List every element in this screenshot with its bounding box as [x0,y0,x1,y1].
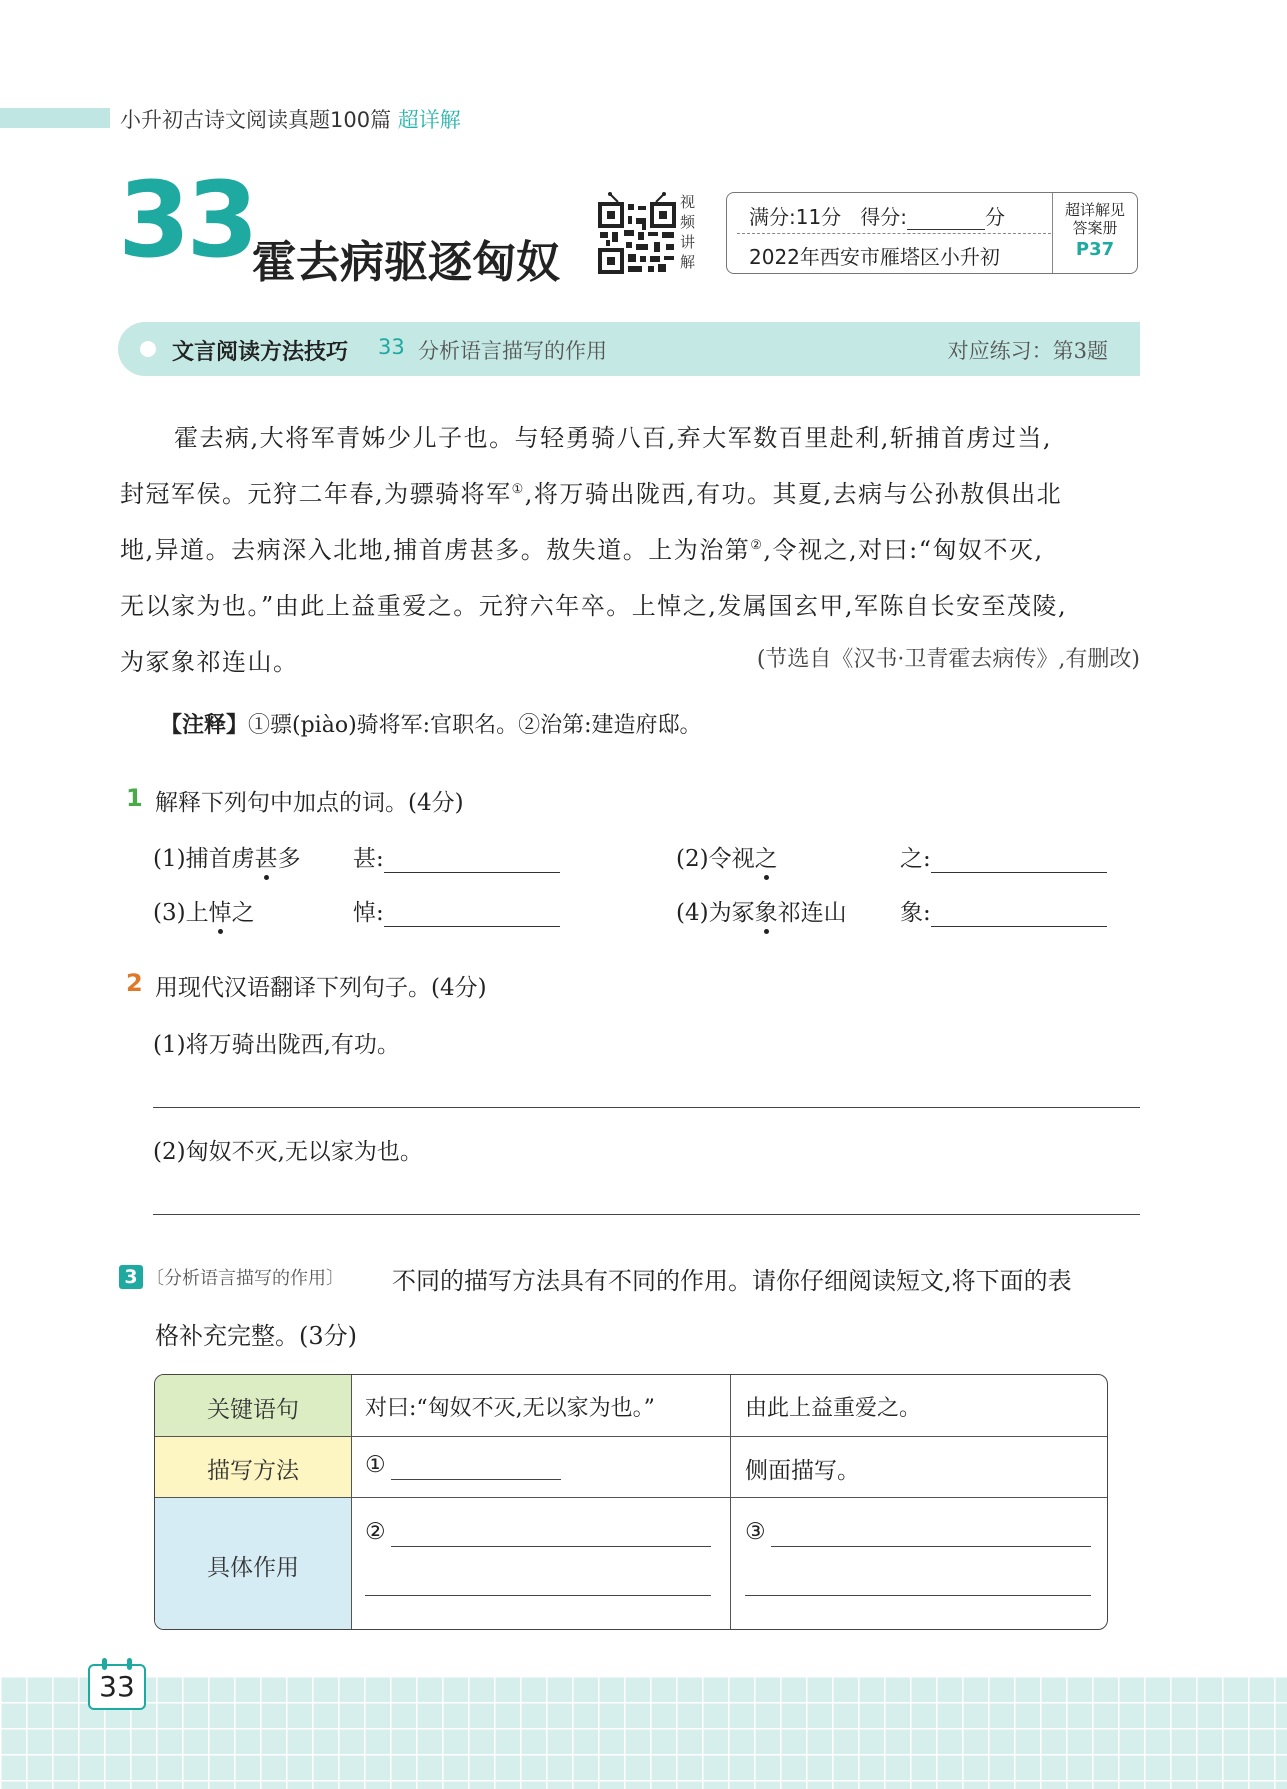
footer-grid-background [0,1676,1287,1789]
method-1-blank[interactable] [391,1453,561,1480]
q1-item-1: (1)捕首虏甚多 [153,846,301,872]
qr-code-icon[interactable] [598,192,676,274]
full-score: 满分:11分 [749,205,842,229]
calendar-ring-icon [102,1658,107,1670]
method-topic: 分析语言描写的作用 [418,339,607,363]
key-sentence-2: 由此上益重爱之。 [745,1396,922,1421]
q1-answer-1[interactable]: 甚: [353,840,560,873]
bullet-dot-icon [140,341,156,357]
q2-answer-line-1[interactable] [153,1107,1140,1108]
book-subtitle: 超详解 [397,108,461,132]
q3-prompt-line-2: 格补充完整。(3分) [155,1322,357,1350]
score-unit: 分 [985,205,1006,229]
q3-tag: 〔分析语言描写的作用〕 [146,1268,344,1289]
lesson-title: 霍去病驱逐匈奴 [252,237,560,288]
q2-prompt: 用现代汉语翻译下列句子。(4分) [155,975,487,1001]
source-exam: 2022年西安市雁塔区小升初 [749,245,1000,269]
header-accent-bar [0,108,110,128]
answer-reference: 超详解见 答案册 P37 [1052,193,1137,273]
q2-number: 2 [126,969,143,997]
method-banner [118,322,1140,376]
answer-table [154,1374,1108,1630]
notes: 【注释】①骠(piào)骑将军:官职名。②治第:建造府邸。 [160,713,702,738]
q1-item-2: (2)令视之 [676,846,778,872]
row-header-effect: 具体作用 [207,1555,299,1581]
q1-answer-2[interactable]: 之: [900,840,1107,873]
q1-answer-4[interactable]: 象: [900,894,1107,927]
passage-line-2: 封冠军侯。元狩二年春,为骠骑将军①,将万骑出陇西,有功。其夏,去病与公孙敖俱出北 [120,480,1063,508]
passage-line-4: 无以家为也。”由此上益重爱之。元狩六年卒。上悼之,发属国玄甲,军陈自长安至茂陵, [120,592,1068,620]
q2-item-2: (2)匈奴不灭,无以家为也。 [153,1139,423,1165]
q1-number: 1 [126,784,143,812]
note-marker: ② [750,538,764,553]
calendar-ring-icon [127,1658,132,1670]
book-title: 小升初古诗文阅读真题100篇 超详解 [120,108,461,132]
q3-prompt-line-1: 不同的描写方法具有不同的作用。请你仔细阅读短文,将下面的表 [392,1267,1072,1295]
passage-line-1: 霍去病,大将军青姊少儿子也。与轻勇骑八百,弃大军数百里赴利,斩捕首虏过当, [174,424,1053,452]
method-practice: 对应练习：第3题 [947,339,1108,363]
page-number: 33 [88,1664,146,1710]
method-1-marker: ① [365,1452,386,1478]
effect-1-marker: ② [365,1519,386,1545]
q1-item-4: (4)为冢象祁连山 [676,900,847,926]
q2-answer-line-2[interactable] [153,1214,1140,1215]
passage-line-3: 地,异道。去病深入北地,捕首虏甚多。敖失道。上为治第②,令视之,对曰:“匈奴不灭, [120,536,1044,564]
effect-2-blank-1[interactable] [771,1520,1091,1547]
score-box [726,192,1138,274]
effect-2-blank-2[interactable] [745,1575,1091,1596]
key-sentence-1: 对曰:“匈奴不灭,无以家为也。” [365,1396,655,1421]
lesson-number: 33 [118,159,255,281]
row-header-key-sentence: 关键语句 [207,1397,299,1423]
note-marker: ① [511,482,525,497]
method-number: 33 [378,335,405,359]
video-lecture-label: 视频讲解 [680,193,696,271]
row-header-method: 描写方法 [207,1458,299,1484]
q3-number: 3 [119,1265,143,1289]
passage-source: (节选自《汉书·卫青霍去病传》,有删改) [756,647,1140,672]
method-2: 侧面描写。 [745,1458,860,1484]
method-title: 文言阅读方法技巧 [172,340,349,365]
effect-2-marker: ③ [745,1519,766,1545]
q1-answer-3[interactable]: 悼: [353,894,560,927]
q2-item-1: (1)将万骑出陇西,有功。 [153,1032,400,1058]
effect-1-blank-1[interactable] [391,1520,711,1547]
answer-page: P37 [1075,239,1115,260]
passage-line-5: 为冢象祁连山。 [120,648,299,676]
q1-prompt: 解释下列句中加点的词。(4分) [155,790,464,816]
effect-1-blank-2[interactable] [365,1575,711,1596]
q1-item-3: (3)上悼之 [153,900,255,926]
score-input[interactable] [907,211,985,230]
score-label: 得分: [860,205,908,229]
